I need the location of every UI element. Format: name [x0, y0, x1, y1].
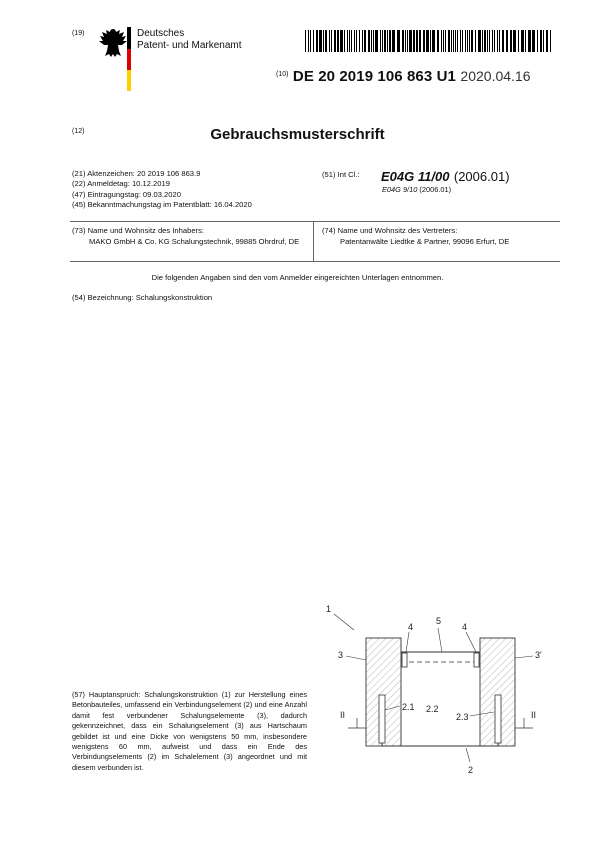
- ipc-main-class: E04G 11/00: [381, 169, 450, 184]
- ipc-secondary-class: E04G 9/10: [382, 185, 418, 194]
- ref-3-label: 3: [338, 650, 344, 660]
- applicant-notice: Die folgenden Angaben sind den vom Anmelder eingereichten Unterlagen entnommen.: [151, 273, 444, 282]
- publication-date: 2020.04.16: [460, 68, 531, 84]
- right-leg: [495, 695, 501, 743]
- office-name-line1: Deutsches: [137, 28, 185, 39]
- divider-top: [70, 221, 560, 222]
- owner-heading: (73) Name und Wohnsitz des Inhabers:: [72, 226, 204, 235]
- inid-code-19: (19): [72, 30, 85, 37]
- ipc-main-version: (2006.01): [453, 169, 510, 184]
- agent-heading: (74) Name und Wohnsitz des Vertreters:: [322, 226, 458, 235]
- divider-vertical: [313, 221, 314, 261]
- ref-23-label: 2.3: [456, 712, 469, 722]
- ref-2-label: 2: [468, 765, 474, 775]
- divider-bottom: [70, 261, 560, 262]
- ref-21-label: 2.1: [402, 702, 415, 712]
- section-right-label: II: [531, 710, 537, 720]
- publication-number-line: [276, 68, 531, 86]
- left-leg: [379, 695, 385, 743]
- ipc-main: [381, 168, 510, 186]
- designation: (54) Bezeichnung: Schalungskonstruktion: [72, 293, 213, 302]
- main-claim-abstract: (57) Hauptanspruch: Schalungskonstruktion (1) zur Herstellung eines Betonbauteiles, umfassend ein Verbindungselement (2) und eine Anzahl damit fest verbundener Schalungselemente (3), dadurch gekennzeichnet, dass ein Schalungselement (3) aus Hartschaum gebildet ist und eine Dicke von wenigstens 50 mm, insbesondere wenigstens 60 mm, aufweist und dass ein Ende des Verbindungselements (2) im Schalelement (3) angeordnet und mit diesem verbunden ist.: [72, 690, 307, 772]
- inid-code-12: (12): [72, 128, 85, 135]
- ipc-secondary-version: (2006.01): [419, 185, 452, 194]
- ref-22-label: 2.2: [426, 704, 439, 714]
- application-number: (21) Aktenzeichen: 20 2019 106 863.9: [72, 169, 201, 178]
- ref-4-left-label: 4: [408, 622, 414, 632]
- ref-5-label: 5: [436, 616, 442, 626]
- publication-notice-date: (45) Bekanntmachungstag im Patentblatt: 16.04.2020: [72, 199, 252, 209]
- owner-value: MAKO GmbH & Co. KG Schalungstechnik, 99885 Ohrdruf, DE: [89, 237, 300, 246]
- barcode: [305, 30, 555, 52]
- ref-3prime-label: 3': [535, 650, 542, 660]
- inid-code-10: (10): [276, 71, 289, 78]
- section-left-label: II: [340, 710, 346, 720]
- document-type-title: Gebrauchsmusterschrift: [210, 126, 385, 143]
- bibliographic-data: [72, 169, 252, 210]
- office-name-line2: Patent- und Markenamt: [137, 40, 242, 51]
- ref-4-right-label: 4: [462, 622, 468, 632]
- technical-drawing: [318, 600, 558, 780]
- agent-value: Patentanwälte Liedtke & Partner, 99096 Erfurt, DE: [340, 237, 510, 246]
- ipc-secondary: [382, 185, 451, 194]
- registration-date: (47) Eintragungstag: 09.03.2020: [72, 189, 181, 199]
- ipc-label: (51) Int Cl.:: [322, 170, 360, 179]
- publication-number: DE 20 2019 106 863 U1: [292, 68, 456, 85]
- federal-eagle-logo: [98, 26, 128, 62]
- filing-date: (22) Anmeldetag: 10.12.2019: [72, 179, 170, 189]
- ref-1-label: 1: [326, 604, 332, 614]
- german-flag-stripe: [127, 27, 131, 91]
